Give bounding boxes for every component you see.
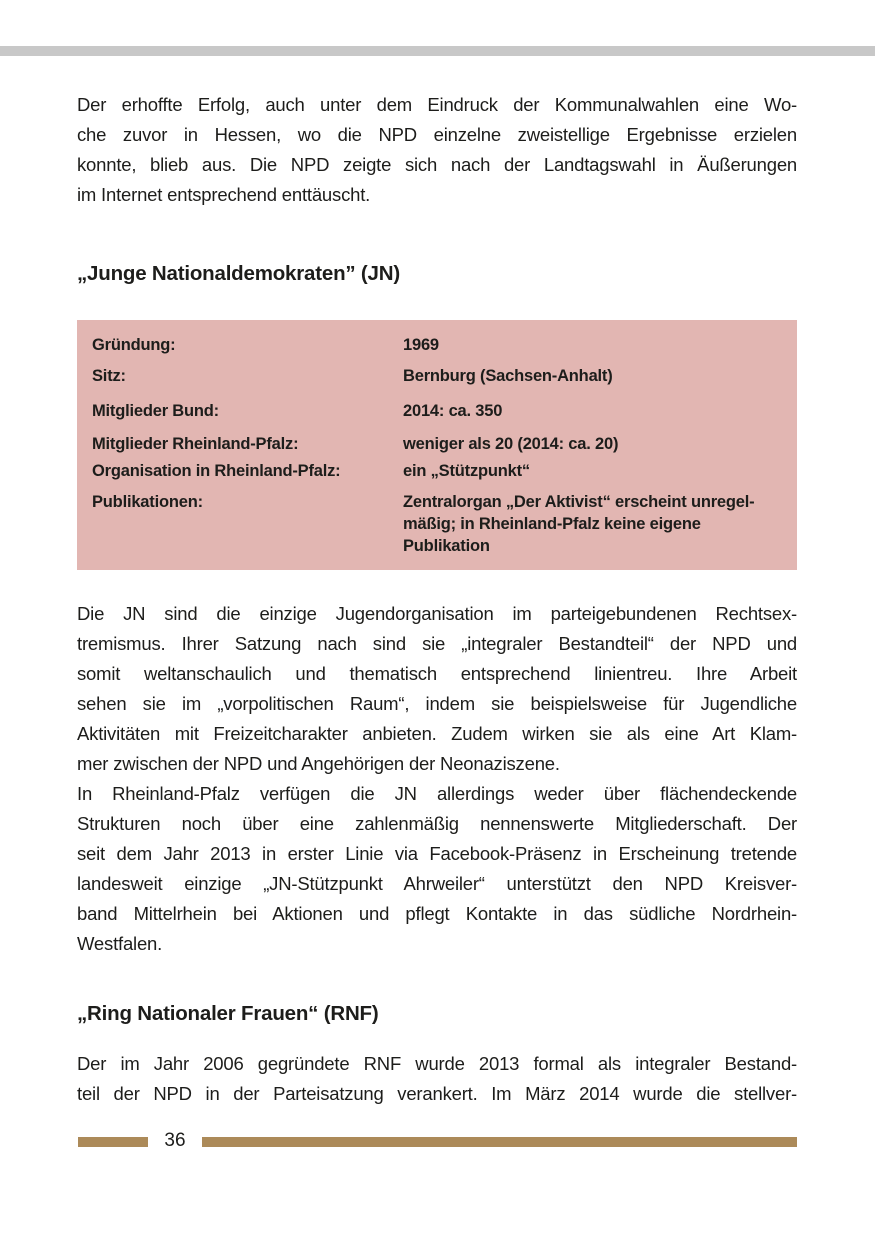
page-footer <box>0 1126 875 1156</box>
infobox-label: Publikationen: <box>92 493 203 511</box>
infobox-label: Mitglieder Bund: <box>92 402 219 420</box>
jn-paragraph-1: Die JN sind die einzige Jugendorganisation im parteigebundenen Rechtsex- tremismus. Ihrer Satzung nach sind sie „integraler Bestandteil“ der NPD und somit weltanschaulich und thematisch entsprechend linientreu. Ihre Arbeit sehen sie im „vorpolitischen Raum“, indem sie beispielsweise für Jugendliche Aktivitäten mit Freizeitcharakter anbieten. Zudem wirken sie als eine Art Klam- mer zwischen der NPD und Angehörigen der Neonaziszene. <box>77 603 797 774</box>
infobox-value: weniger als 20 (2014: ca. 20) <box>403 435 619 453</box>
jn-paragraph-2: In Rheinland-Pfalz verfügen die JN allerdings weder über flächendeckende Strukturen noch über eine zahlenmäßig nennenswerte Mitgliederschaft. Der seit dem Jahr 2013 in erster Linie via Facebook-Präsenz in Erscheinung tretende landesweit einzige „JN-Stützpunkt Ahrweiler“ unterstützt den NPD Kreisver- band Mittelrhein bei Aktionen und pflegt Kontakte in das südliche Nordrhein- Westfalen. <box>77 783 797 954</box>
infobox-label: Mitglieder Rheinland-Pfalz: <box>92 435 299 453</box>
infobox-value: Bernburg (Sachsen-Anhalt) <box>403 367 613 385</box>
infobox-label: Sitz: <box>92 367 126 385</box>
infobox-label: Organisation in Rheinland-Pfalz: <box>92 462 341 480</box>
page-number: 36 <box>164 1130 186 1151</box>
infobox-value: Zentralorgan „Der Aktivist“ erscheint unregel- mäßig; in Rheinland-Pfalz keine eigene Publikation <box>403 493 755 555</box>
infobox-label: Gründung: <box>92 336 176 354</box>
infobox-value: 2014: ca. 350 <box>403 402 503 420</box>
infobox-row-gruendung <box>77 334 797 356</box>
section-heading-rnf: „Ring Nationaler Frauen“ (RNF) <box>77 1002 379 1025</box>
footer-rule-right <box>202 1137 797 1147</box>
section-heading-jn: „Junge Nationaldemokraten” (JN) <box>77 262 400 285</box>
infobox-row-mitglieder-bund <box>77 400 797 422</box>
infobox-row-mitglieder-rlp <box>77 433 797 455</box>
footer-rule-left <box>78 1137 148 1147</box>
intro-paragraph: Der erhoffte Erfolg, auch unter dem Eindruck der Kommunalwahlen eine Wo- che zuvor in Hessen, wo die NPD einzelne zweistellige Ergebnisse erzielen konnte, blieb aus. Die NPD zeigte sich nach der Landtagswahl in Äußerungen im Internet entsprechend enttäuscht. <box>77 94 797 205</box>
infobox-row-organisation-rlp <box>77 460 797 482</box>
infobox-value: 1969 <box>403 336 439 354</box>
jn-infobox <box>77 320 797 570</box>
rnf-paragraph: Der im Jahr 2006 gegründete RNF wurde 2013 formal als integraler Bestand- teil der NPD in der Parteisatzung verankert. Im März 2014 wurde die stellver- <box>77 1053 797 1104</box>
infobox-row-publikationen <box>77 491 797 557</box>
top-gray-bar <box>0 46 875 56</box>
infobox-row-sitz <box>77 365 797 387</box>
infobox-value: ein „Stützpunkt“ <box>403 462 530 480</box>
